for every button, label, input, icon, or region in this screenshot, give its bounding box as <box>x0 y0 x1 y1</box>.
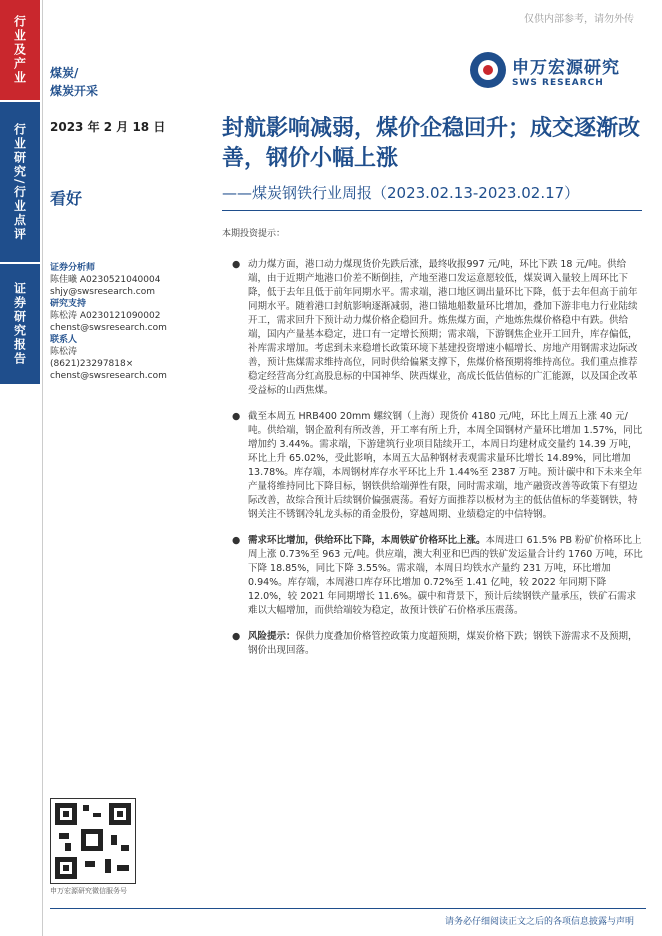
analyst-1-email[interactable]: shjy@swsresearch.com <box>50 287 155 297</box>
paragraph-lead: 风险提示： <box>248 631 296 642</box>
analyst-label: 证券分析师 <box>50 263 96 273</box>
footer-disclaimer: 请务必仔细阅读正文之后的各项信息披露与声明 <box>444 917 634 927</box>
tab-research <box>0 102 40 262</box>
report-title: 封航影响减弱，煤价企稳回升；成交逐渐改善，钢价小幅上涨 <box>222 116 641 171</box>
bullet-icon: ● <box>232 535 241 546</box>
support-label: 研究支持 <box>50 299 87 309</box>
analyst-2: 陈松涛 A0230121090002 <box>50 311 161 321</box>
paragraph-text: 保供力度叠加价格管控政策力度超预期，煤炭价格下跌；钢铁下游需求不及预期，钢价出现回落。 <box>248 631 638 656</box>
qr-code-icon <box>50 798 136 884</box>
qr-caption: 申万宏源研究微信服务号 <box>50 887 127 895</box>
company-logo <box>470 52 620 88</box>
contact-label: 联系人 <box>50 335 78 345</box>
report-date: 2023 年 2 月 18 日 <box>50 120 166 134</box>
left-divider <box>42 0 43 936</box>
analyst-info <box>50 262 210 382</box>
footer-divider <box>50 908 646 909</box>
contact-name: 陈松涛 <box>50 347 78 357</box>
report-subtitle: ——煤炭钢铁行业周报（2023.02.13-2023.02.17） <box>222 184 580 202</box>
title-divider <box>222 210 642 211</box>
analyst-1: 陈佳曦 A0230521040004 <box>50 275 161 285</box>
analyst-2-email[interactable]: chenst@swsresearch.com <box>50 323 167 333</box>
category-line2: 煤炭开采 <box>50 84 99 98</box>
report-body <box>230 258 644 670</box>
category-line1: 煤炭/ <box>50 66 79 80</box>
category <box>50 64 98 100</box>
logo-icon <box>470 52 506 88</box>
paragraph-text: 本周进口 61.5% PB 粉矿价格环比上周上涨 0.73%至 963 元/吨。供应端，澳大利亚和巴西的铁矿发运量合计约 1760 万吨，环比下降 18.85%，同比下降 3.55%。需求端，本周日均铁水产量约 231 万吨，环比增加 0.94%。库存端，本周港口库存环比增加 0.72%至 1.41 亿吨，较 2022 年同期下降 12.0%，较 2021 年同期增长 11.6%。碳中和背景下，预计后续钢铁产量承压，铁矿石需求难以大幅增加，而供给端较为稳定，故预计铁矿石价格承压震荡。 <box>248 535 643 616</box>
tab-industry <box>0 0 40 100</box>
bullet-icon: ● <box>232 631 241 642</box>
intro-label: 本期投资提示： <box>222 229 286 239</box>
paragraph-risk <box>230 630 644 658</box>
tab-securities-label: 证券研究报告 <box>12 282 27 366</box>
paragraph-iron-ore <box>230 534 644 618</box>
bullet-icon: ● <box>232 411 241 422</box>
paragraph-text: 截至本周五 HRB400 20mm 螺纹钢（上海）现货价 4180 元/吨，环比上周五上涨 40 元/吨。供给端，钢企盈利有所改善，开工率有所上升，本周全国钢材产量环比增加 1.57%，同比增加约 3.44%。需求端，下游建筑行业项目陆续开工，本周日均建材成交量约 14.39 万吨，环比上升 65.02%，受此影响，本周五大品种钢材表观需求量环比增长 14.89%，同比增加 13.78%。库存端，本周钢材库存水平环比上升 1.44%至 2387 万吨。预计碳中和下未来全年产量将维持同比下降目标，钢铁供给端弹性有限，同时需求端，地产融资改善等政策下有望边际改善，故综合预计后续钢价偏强震荡。看好方面推荐以板材为主的低估值标的华菱钢铁，特钢关注不锈钢冷轧龙头标的甬金股份，穿越周期、业绩稳定的中信特钢。 <box>248 411 643 520</box>
contact-email[interactable]: chenst@swsresearch.com <box>50 371 167 381</box>
contact-phone: (8621)23297818× <box>50 359 134 369</box>
paragraph-coal <box>230 258 644 398</box>
top-note: 仅供内部参考，请勿外传 <box>524 14 634 25</box>
bullet-icon: ● <box>232 259 241 270</box>
paragraph-steel <box>230 410 644 522</box>
paragraph-text: 动力煤方面，港口动力煤现货价先跌后涨，最终收报997 元/吨，环比下跌 18 元/吨。供给端，由于近期产地港口价差不断倒挂，产地至港口发运意愿较低，煤炭调入量较上周环比下降，低于去年且低于前年同期水平。需求端，港口地区调出量环比下降，低于去年但高于前年同期水平。随着港口封航影响逐渐减弱，港口锚地船数量环比增加，叠加下游非电力行业陆续开工，需求回升下预计动力煤价格企稳回升。炼焦煤方面，产地炼焦煤价格稳中有跌。供给端，国内产量基本稳定，进口有一定增长预期；需求端，下游钢焦企业开工回升，库存偏低，补库需求增加。考虑到未来稳增长政策环境下基建投资增速小幅增长、房地产用钢需求边际改善，预计焦煤需求维持高位，同时供给偏紧支撑下，焦煤价格预期将维持高位。我们重点推荐稳定经营高分红高股息标的中国神华、陕西煤业，高成长低估值标的广汇能源，以及国企改革受益标的山西焦煤。 <box>248 259 638 396</box>
tab-research-label: 行业研究/行业点评 <box>12 122 27 242</box>
tab-securities <box>0 264 40 384</box>
logo-cn: 申万宏源研究 <box>512 57 620 78</box>
rating: 看好 <box>50 189 83 208</box>
paragraph-lead: 需求环比增加，供给环比下降，本周铁矿价格环比上涨。 <box>248 535 486 546</box>
logo-en: SWS RESEARCH <box>512 77 604 88</box>
tab-industry-label: 行业及产业 <box>12 15 27 85</box>
